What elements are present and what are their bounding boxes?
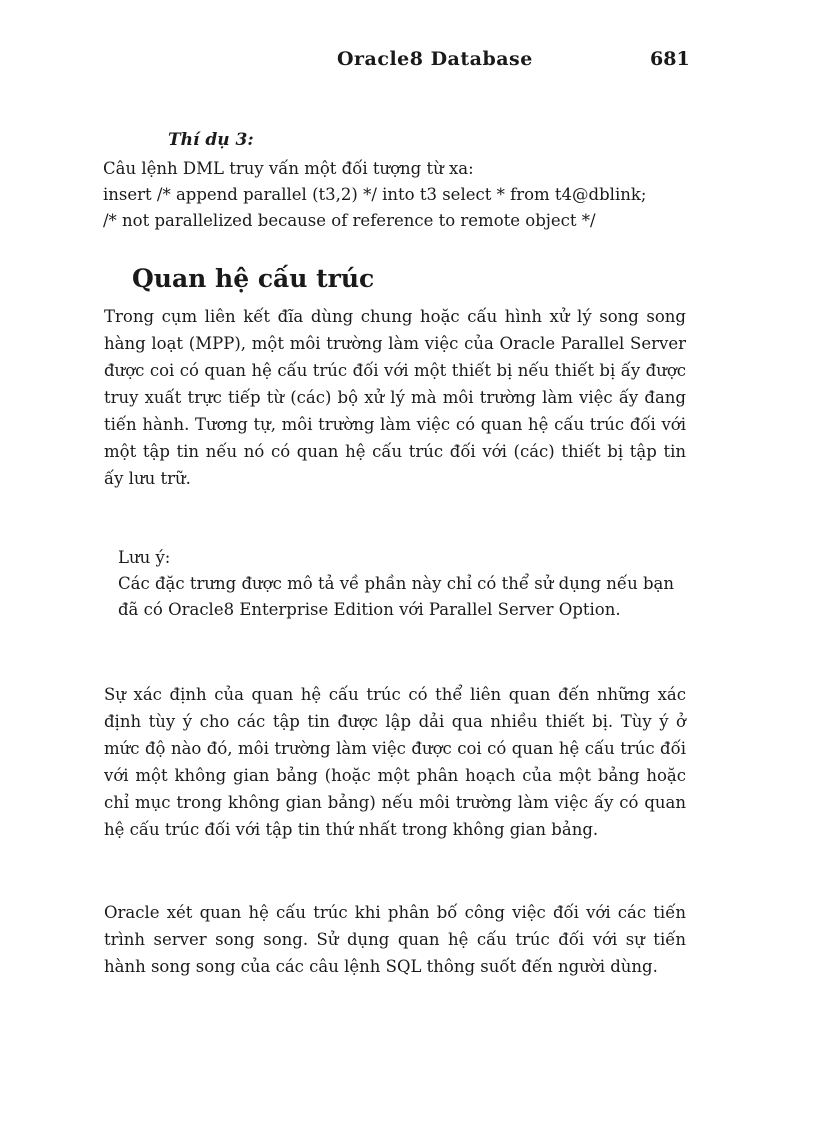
paragraph: Oracle xét quan hệ cấu trúc khi phân bố công việc đối với các tiến trình server song song. Sử dụng quan hệ cấu trúc đối với sự tiến hành song song của các câu lệnh SQL thông suốt đến người dùng.: [104, 903, 686, 976]
paragraph: Trong cụm liên kết đĩa dùng chung hoặc cấu hình xử lý song song hàng loạt (MPP), một môi trường làm việc của Oracle Parallel Server được coi có quan hệ cấu trúc đối với một thiết bị nếu thiết bị ấy được truy xuất trực tiếp từ (các) bộ xử lý mà môi trường làm việc ấy đang tiến hành. Tương tự, môi trường làm việc có quan hệ cấu trúc đối với một tập tin nếu nó có quan hệ cấu trúc đối với (các) thiết bị tập tin ấy lưu trữ.: [104, 307, 686, 488]
note-label: Lưu ý:: [118, 548, 171, 567]
page-number: 681: [650, 48, 690, 70]
example-heading: Thí dụ 3:: [168, 130, 254, 150]
paragraph: Sự xác định của quan hệ cấu trúc có thể liên quan đến những xác định tùy ý cho các tập tin được lập dải qua nhiều thiết bị. Tùy ý ở mức độ nào đó, môi trường làm việc được coi có quan hệ cấu trúc đối với một không gian bảng (hoặc một phân hoạch của một bảng hoặc chỉ mục trong không gian bảng) nếu môi trường làm việc ấy có quan hệ cấu trúc đối với tập tin thứ nhất trong không gian bảng.: [104, 685, 686, 839]
example-line: insert /* append parallel (t3,2) */ into t3 select * from t4@dblink;: [103, 185, 647, 204]
note-text: Các đặc trưng được mô tả về phần này chỉ có thể sử dụng nếu bạn đã có Oracle8 Enterprise Edition với Parallel Server Option.: [118, 574, 674, 619]
example-line: Câu lệnh DML truy vấn một đối tượng từ xa:: [103, 159, 474, 178]
running-header-title: Oracle8 Database: [337, 48, 533, 70]
note-box: [118, 545, 674, 623]
example-code-block: [103, 156, 703, 234]
example-line: /* not parallelized because of reference to remote object */: [103, 211, 596, 230]
section-title: Quan hệ cấu trúc: [132, 264, 375, 293]
